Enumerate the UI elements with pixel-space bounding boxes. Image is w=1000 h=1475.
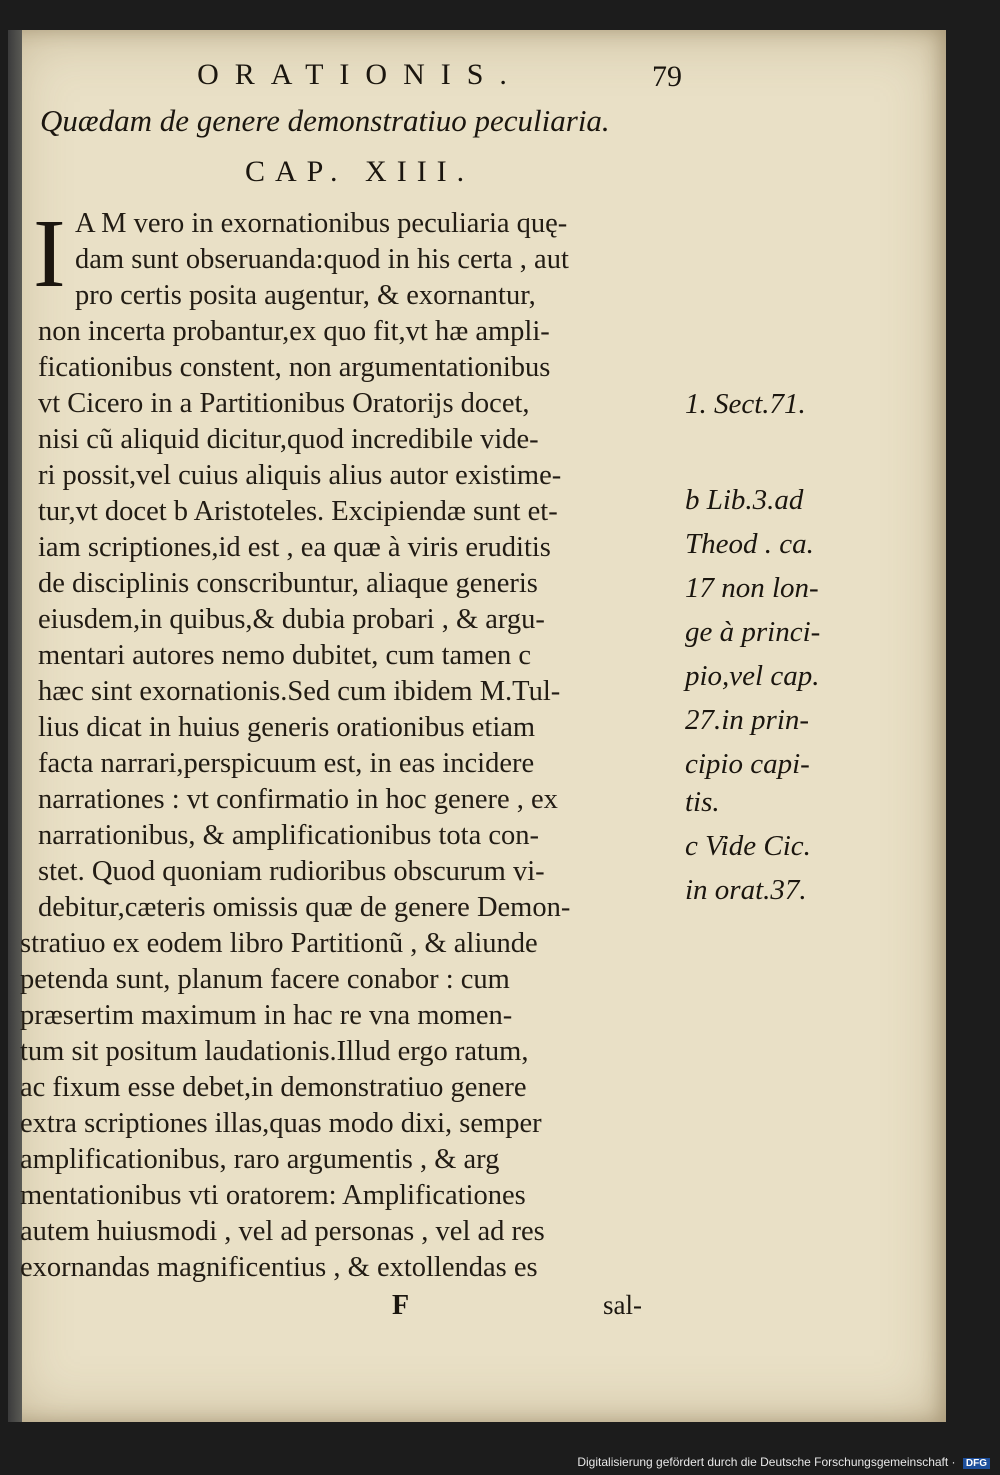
page-spine	[8, 30, 22, 1422]
signature-mark: F	[392, 1290, 410, 1321]
body-line: ri possit,vel cuius aliquis alius autor existime-	[38, 460, 562, 491]
body-line: præsertim maximum in hac re vna momen-	[20, 1000, 513, 1031]
chapter-subtitle: Quædam de genere demonstratiuo peculiaria.	[40, 103, 610, 138]
body-line: facta narrari,perspicuum est, in eas incidere	[38, 748, 535, 779]
digitization-credit	[577, 1455, 990, 1469]
marginal-note: 1. Sect.71.	[685, 388, 806, 420]
marginal-note: ge à princi-	[685, 616, 821, 648]
catchword: sal-	[603, 1290, 642, 1320]
credit-text: Digitalisierung gefördert durch die Deutsche Forschungsgemeinschaft ·	[577, 1455, 956, 1469]
marginal-note: 17 non lon-	[685, 572, 819, 604]
body-line: dam sunt obseruanda:quod in his certa , aut	[75, 244, 569, 275]
body-line: lius dicat in huius generis orationibus etiam	[38, 712, 536, 743]
marginal-note: b Lib.3.ad	[685, 484, 804, 516]
body-line: exornandas magnificentius , & extollendas es	[20, 1252, 538, 1283]
body-line: nisi cũ aliquid dicitur,quod incredibile vide-	[38, 424, 539, 455]
marginal-note: 27.in prin-	[685, 704, 810, 736]
marginal-note: cipio capi-	[685, 748, 810, 780]
body-line: narrationibus, & amplificationibus tota con-	[38, 820, 540, 851]
body-line: tum sit positum laudationis.Illud ergo ratum,	[20, 1036, 529, 1067]
body-line: extra scriptiones illas,quas modo dixi, semper	[20, 1108, 542, 1139]
body-line: mentari autores nemo dubitet, cum tamen c	[38, 640, 532, 671]
running-title: ORATIONIS.	[197, 58, 523, 91]
dfg-logo: DFG	[963, 1458, 990, 1469]
body-line: A M vero in exornationibus peculiaria quę-	[75, 208, 568, 239]
marginal-note: pio,vel cap.	[685, 660, 820, 692]
body-line: ficationibus constent, non argumentationibus	[38, 352, 551, 383]
body-line: mentationibus vti oratorem: Amplificationes	[20, 1180, 526, 1211]
body-line: hæc sint exornationis.Sed cum ibidem M.Tul-	[38, 676, 561, 707]
marginal-note: Theod . ca.	[685, 528, 814, 560]
body-line: debitur,cæteris omissis quæ de genere Demon-	[38, 892, 571, 923]
body-line: stet. Quod quoniam rudioribus obscurum vi-	[38, 856, 545, 887]
body-line: iam scriptiones,id est , ea quæ à viris eruditis	[38, 532, 551, 563]
page-number: 79	[652, 60, 682, 93]
body-line: vt Cicero in a Partitionibus Oratorijs docet,	[38, 388, 530, 419]
body-line: ac fixum esse debet,in demonstratiuo genere	[20, 1072, 527, 1103]
marginal-note: tis.	[685, 786, 720, 818]
chapter-heading: CAP. XIII.	[245, 155, 475, 188]
body-line: stratiuo ex eodem libro Partitionũ , & aliunde	[20, 928, 538, 959]
body-line: tur,vt docet b Aristoteles. Excipiendæ sunt et-	[38, 496, 558, 527]
body-line: petenda sunt, planum facere conabor : cum	[20, 964, 510, 995]
body-line: de disciplinis conscribuntur, aliaque generis	[38, 568, 538, 599]
body-line: non incerta probantur,ex quo fit,vt hæ ampli-	[38, 316, 550, 347]
body-line: pro certis posita augentur, & exornantur,	[75, 280, 536, 311]
marginal-note: c Vide Cic.	[685, 830, 811, 862]
body-line: amplificationibus, raro argumentis , & arg	[20, 1144, 500, 1175]
body-line: eiusdem,in quibus,& dubia probari , & argu-	[38, 604, 545, 635]
body-line: autem huiusmodi , vel ad personas , vel ad res	[20, 1216, 545, 1247]
drop-initial: I	[33, 200, 66, 308]
body-line: narrationes : vt confirmatio in hoc genere , ex	[38, 784, 558, 815]
marginal-note: in orat.37.	[685, 874, 807, 906]
